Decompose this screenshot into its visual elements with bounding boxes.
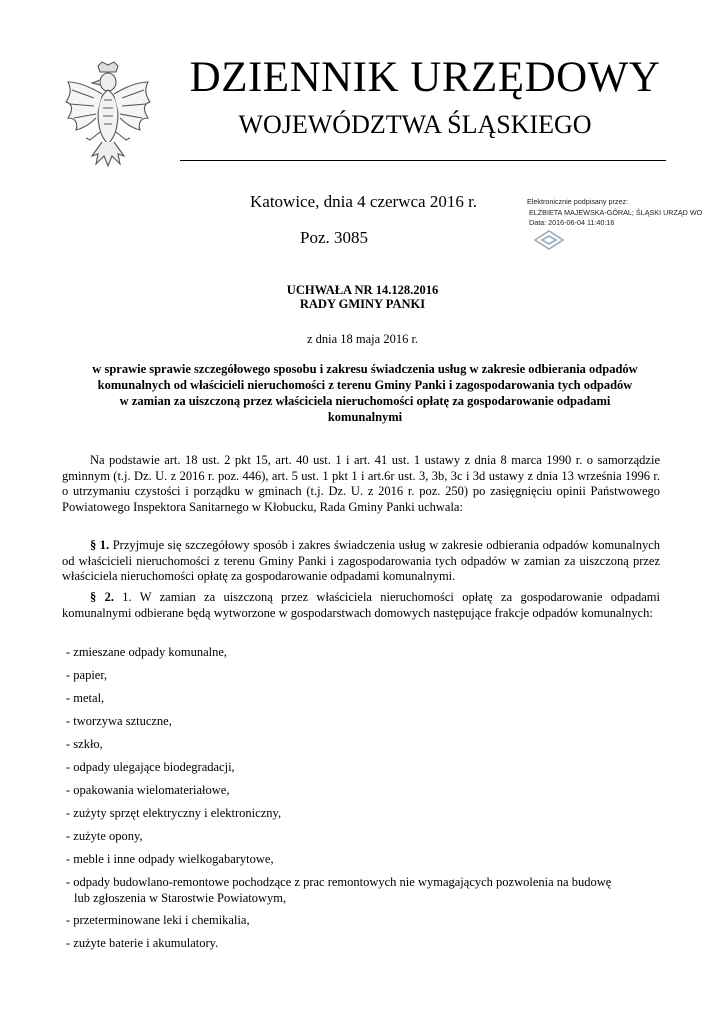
ordinance-issuer: RADY GMINY PANKI — [299, 297, 426, 311]
place-date: Katowice, dnia 4 czerwca 2016 r. — [250, 192, 478, 211]
list-item: - zużyty sprzęt elektryczny i elektroniczny, — [66, 806, 282, 820]
section-1-text: Przyjmuje się szczegółowy sposób i zakres świadczenia usług w zakresie odbierania odpadów komunalnych od właścicieli nieruchomości z terenu Gminy Panki i zagospodarowania tych odpadów w zamian za uiszczoną przez właściciela nieruchomości opłatę za gospodarowanie odpadami komunalnymi. — [62, 538, 661, 583]
signature-signer: ELŻBIETA MAJEWSKA-GÓRAL; ŚLĄSKI URZĄD WO — [529, 207, 703, 217]
section-1-label: § 1. — [90, 538, 110, 552]
list-item: - zużyte opony, — [66, 829, 143, 843]
list-item: - szkło, — [66, 737, 103, 751]
electronic-signature-box — [527, 197, 725, 257]
ordinance-title: UCHWAŁA NR 14.128.2016 — [286, 283, 439, 297]
waste-fractions-list — [66, 645, 666, 959]
list-item: - tworzywa sztuczne, — [66, 714, 172, 728]
signature-date: Data: 2016-06-04 11:40:16 — [529, 218, 615, 227]
section-2-paragraph — [62, 590, 660, 621]
section-1-paragraph — [62, 538, 660, 585]
header-divider — [180, 160, 666, 161]
list-item: - zużyte baterie i akumulatory. — [66, 936, 219, 950]
position-number: Poz. 3085 — [300, 228, 368, 247]
subject-line: w sprawie sprawie szczegółowego sposobu i zakresu świadczenia usług w zakresie odbierania odpadów — [92, 362, 638, 376]
ordinance-heading — [0, 283, 725, 311]
list-item: - metal, — [66, 691, 105, 705]
journal-subtitle: WOJEWÓDZTWA ŚLĄSKIEGO — [238, 110, 592, 139]
subject-line: komunalnymi — [327, 410, 403, 424]
signature-stamp-icon — [533, 229, 565, 251]
list-item: - opakowania wielomateriałowe, — [66, 783, 230, 797]
polish-eagle-emblem-icon — [62, 60, 154, 170]
section-2-label: § 2. — [90, 590, 114, 604]
list-item-text: - odpady budowlano-remontowe pochodzące z prac remontowych nie wymagających pozwolenia na budowę — [66, 875, 612, 889]
list-item: - papier, — [66, 668, 108, 682]
list-item: - przeterminowane leki i chemikalia, — [66, 913, 250, 927]
list-item: - meble i inne odpady wielkogabarytowe, — [66, 852, 274, 866]
subject-line: komunalnych od właścicieli nieruchomości z terenu Gminy Panki i zagospodarowania tych odpadów — [97, 378, 633, 392]
subject-line: w zamian za uiszczoną przez właściciela nieruchomości opłatę za gospodarowanie odpadami — [119, 394, 611, 408]
signature-label: Elektronicznie podpisany przez: — [527, 197, 629, 206]
ordinance-subject — [70, 361, 660, 425]
list-item: - zmieszane odpady komunalne, — [66, 645, 228, 659]
list-item: - odpady ulegające biodegradacji, — [66, 760, 235, 774]
ordinance-date: z dnia 18 maja 2016 r. — [306, 332, 419, 346]
section-2-text: 1. W zamian za uiszczoną przez właściciela nieruchomości opłatę za gospodarowanie odpadami komunalnymi odbierane będą wytworzone w gospodarstwach domowych następujące frakcje odpadów komunalnych: — [62, 590, 660, 620]
list-item-continuation: lub zgłoszenia w Starostwie Powiatowym, — [74, 890, 287, 905]
list-item — [66, 875, 666, 913]
journal-title: DZIENNIK URZĘDOWY — [189, 54, 661, 101]
preamble-paragraph: Na podstawie art. 18 ust. 2 pkt 15, art. 40 ust. 1 i art. 41 ust. 1 ustawy z dnia 8 marca 1990 r. o samorządzie gminnym (t.j. Dz. U. z 2016 r. poz. 446), art. 5 ust. 1 pkt 1 i art.6r ust. 3, 3b, 3c i 3d ustawy z dnia 13 września 1996 r. o utrzymaniu czystości i porządku w gminach (t.j. Dz. U. z 2016 r. poz. 250) po zasięgnięciu opinii Państwowego Powiatowego Inspektora Sanitarnego w Kłobucku, Rada Gminy Panki uchwala: — [62, 453, 660, 514]
